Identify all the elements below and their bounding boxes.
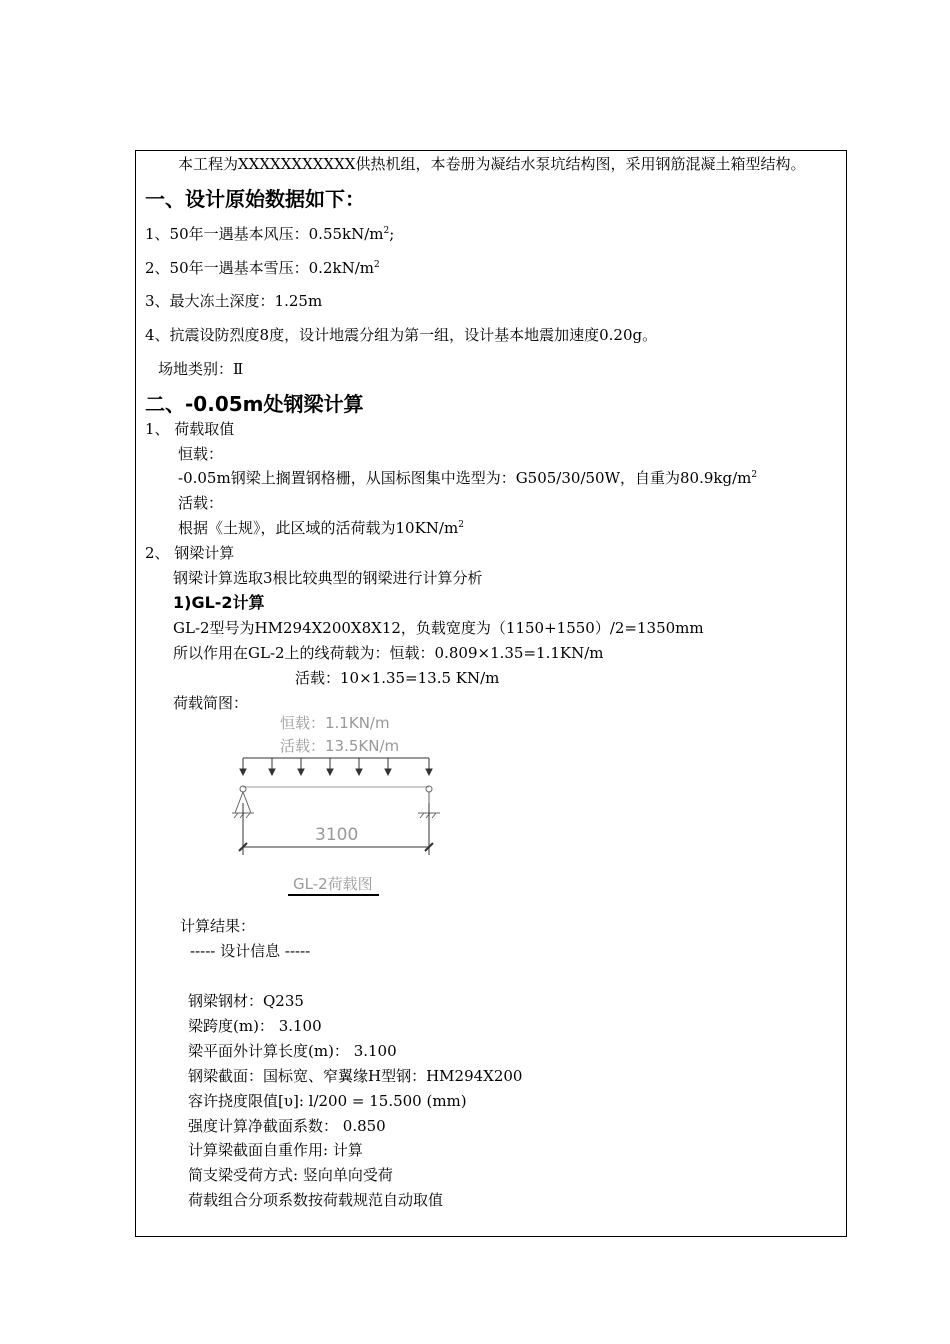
site-class: 场地类别：Ⅱ [158,360,244,378]
dead-load-label: 恒载： [178,445,224,463]
result-net-coef: 强度计算净截面系数： 0.850 [188,1117,386,1135]
snow-pressure: 2、50年一遇基本雪压：$0.2kN/m^2$ [145,259,380,277]
intro-text: 本工程为XXXXXXXXXXX供热机组，本卷册为凝结水泵坑结构图，采用钢筋混凝土箱型结构。 [178,155,806,173]
diagram-label: 荷载简图： [173,694,249,712]
load-diagram [225,705,455,900]
result-steel: 钢梁钢材：Q235 [188,992,304,1010]
result-span: 梁跨度(m)： 3.100 [188,1017,322,1035]
wind-pressure: 1、50年一遇基本风压：$0.55kN/m^2$; [145,225,395,243]
dead-load-text: -0.05m钢梁上搁置钢格栅，从国标图集中选型为：G505/30/50W，自重为$80.9kg/m^2$ [178,469,758,487]
distributed-load-arrows [240,758,432,775]
design-info-heading: ----- 设计信息 ----- [190,942,311,960]
gl2-line3: 活载：10×1.35=13.5 KN/m [295,669,500,687]
load-heading: 1、 荷载取值 [145,420,235,438]
seismic-info: 4、抗震设防烈度8度，设计地震分组为第一组，设计基本地震加速度0.20g。 [145,326,658,344]
gl2-title: 1)GL-2计算 [173,593,265,612]
results-title: 计算结果： [180,917,256,935]
result-section: 钢梁截面：国标宽、窄翼缘H型钢：HM294X200 [188,1067,523,1085]
beam-calc-intro: 钢梁计算选取3根比较典型的钢梁进行计算分析 [173,569,483,587]
result-self-weight: 计算梁截面自重作用: 计算 [188,1141,363,1159]
section1-title: 一、设计原始数据如下： [145,187,365,211]
span-dimension: 3100 [315,825,359,845]
result-load-factor: 荷载组合分项系数按荷载规范自动取值 [188,1191,444,1209]
live-load-text: 根据《土规》，此区域的活荷载为$10KN/m^2$ [178,519,464,537]
result-out-of-plane-length: 梁平面外计算长度(m)： 3.100 [188,1042,397,1060]
live-load-annotation: 活载：13.5KN/m [280,737,400,755]
gl2-line2: 所以作用在GL-2上的线荷载为：恒载：0.809×1.35=1.1KN/m [173,644,604,662]
beam-calc-heading: 2、 钢梁计算 [145,544,235,562]
result-deflection: 容许挠度限值[υ]: l/200 = 15.500 (mm) [188,1092,467,1110]
gl2-line1: GL-2型号为HM294X200X8X12，负载宽度为（1150+1550）/2=1350mm [173,619,704,637]
section2-title: 二、-0.05m处钢梁计算 [145,392,364,416]
result-load-mode: 简支梁受荷方式: 竖向单向受荷 [188,1166,393,1184]
live-load-label: 活载： [178,494,224,512]
diagram-caption: GL-2荷载图 [293,875,373,893]
frost-depth: 3、最大冻土深度：1.25m [145,292,323,310]
dead-load-annotation: 恒载：1.1KN/m [280,714,390,732]
